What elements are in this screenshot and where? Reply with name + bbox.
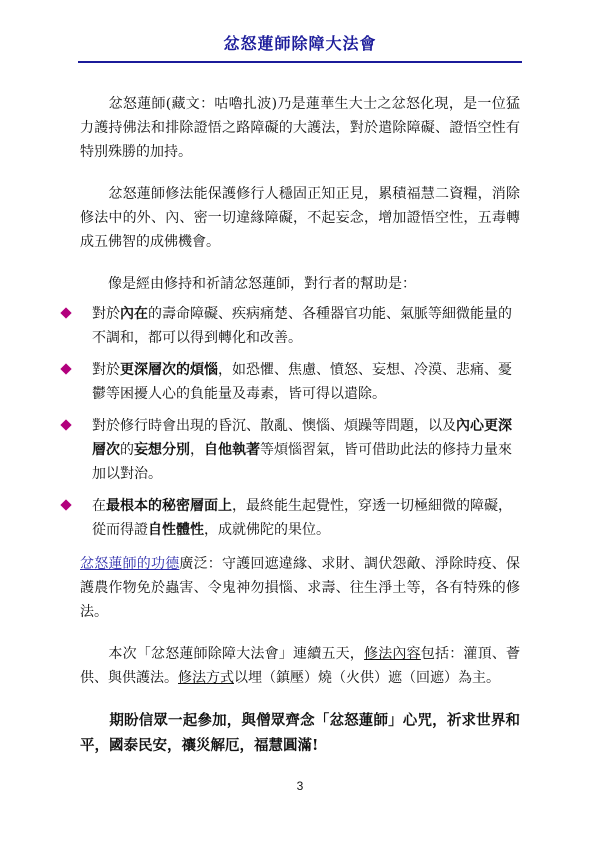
text-span: 對於 [92,306,120,322]
text-span: 的 [120,442,134,458]
diamond-bullet-icon [60,499,71,510]
bold-text: 更深層次的煩惱 [120,362,218,378]
intro-paragraph-2 [80,182,520,254]
merits-text: 廣泛：守護回遮違緣、求財、調伏怨敵、淨除時疫、保護農作物免於蟲害、令鬼神勿損惱、求壽、往生淨土等，各有特殊的修法。 [80,556,521,620]
page-header-title: 忿怒蓮師除障大法會 [223,34,377,53]
list-item [62,414,520,486]
closing-text: 期盼信眾一起參加，與僧眾齊念「忿怒蓮師」心咒，祈求世界和平，國泰民安，禳災解厄，福慧圓滿! [80,712,521,754]
intro-paragraph-1 [80,92,520,164]
list-item [62,302,520,350]
underlined-text: 修法方式 [178,670,234,686]
closing-paragraph [80,708,520,758]
text-span: 對於 [92,362,120,378]
merits-paragraph [80,552,520,624]
page-number: 3 [296,779,304,793]
text-span: 本次「忿怒蓮師除障大法會」連續五天， [108,646,365,662]
text-span: 包括：灌頂、薈供、與供護法。 [80,646,521,686]
text-span: 的壽命障礙、疾病痛楚、各種器官功能、氣脈等細微能量的不調和，都可以得到轉化和改善。 [92,306,512,346]
bold-text: 自性體性 [148,522,204,538]
bold-text: 最根本的秘密層面上 [106,498,232,514]
bold-text: 內在 [120,306,148,322]
benefits-list [80,302,520,542]
intro-text-3: 像是經由修持和祈請忿怒蓮師，對行者的幫助是： [108,276,416,292]
intro-text-2: 忿怒蓮師修法能保護修行人穩固正知正見，累積福慧二資糧，消除修法中的外、內、密一切違緣障礙，不起妄念，增加證悟空性，五毒轉成五佛智的成佛機會。 [80,186,521,250]
text-span: 等煩惱習氣，皆可借助此法的修持力量來加以對治。 [92,442,512,482]
bold-text: 內心更深層次 [92,418,512,458]
underlined-text: 修法內容 [364,646,421,662]
text-span: 在 [92,498,106,514]
diamond-bullet-icon [60,363,71,374]
bold-text: 自他執著 [204,442,260,458]
text-span: ， [190,442,204,458]
text-span: 以埋（鎮壓）燒（火供）遮（回遮）為主。 [234,670,500,686]
text-span: ，如恐懼、焦慮、憤怒、妄想、冷漠、悲痛、憂鬱等困擾人心的負能量及毒素，皆可得以遣除。 [92,362,512,402]
intro-paragraph-3 [80,272,520,296]
diamond-bullet-icon [60,419,71,430]
diamond-bullet-icon [60,307,71,318]
document-body [80,92,520,758]
header-divider [78,61,522,63]
intro-text-1: 忿怒蓮師(藏文：咕嚕扎波)乃是蓮華生大士之忿怒化現，是一位猛力護持佛法和排除證悟之路障礙的大護法，對於遣除障礙、證悟空性有特別殊勝的加持。 [80,96,520,160]
text-span: ，成就佛陀的果位。 [204,522,330,538]
text-span: 對於修行時會出現的昏沉、散亂、懊惱、煩躁等問題，以及 [92,418,456,434]
list-item [62,494,520,542]
list-item [62,358,520,406]
merits-link[interactable]: 忿怒蓮師的功德 [80,556,180,572]
event-paragraph [80,642,520,690]
bold-text: 妄想分別 [134,442,190,458]
text-span: ，最終能生起覺性，穿透一切極細微的障礙，從而得證 [92,498,512,538]
